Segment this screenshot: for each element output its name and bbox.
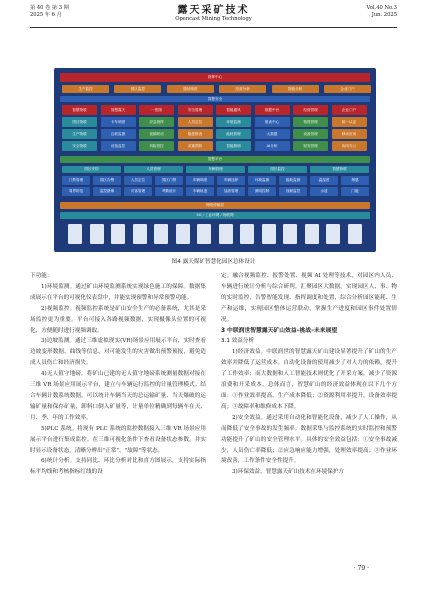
mid-module-7-2-label: 物资管理 bbox=[303, 119, 318, 124]
device-icon bbox=[305, 224, 319, 244]
volume-issue: 第 40 卷 第 3 期 bbox=[30, 5, 69, 11]
mid-module-5-2-label: 环境监测 bbox=[226, 119, 241, 124]
page-header bbox=[30, 5, 397, 28]
subsection-heading: 3.1 效益分析 bbox=[221, 338, 255, 345]
architecture-figure bbox=[54, 68, 376, 252]
platform-group-3-label: 车辆管理 bbox=[208, 167, 223, 171]
device-icon bbox=[262, 224, 276, 244]
paragraph: 2)视频监控。视频监控系统是矿山安全生产的必备系统，尤其是采场监控更为重要。平台可接入各路视频数据，实现摄像头位置的可视化，方便随时进行视频调取。 bbox=[30, 305, 206, 334]
mid-module-5-4-label: 智能照明 bbox=[226, 143, 241, 148]
app-module-3-label: 通信调度 bbox=[183, 86, 198, 91]
mid-module-6-4-label: AI分析 bbox=[266, 143, 278, 148]
right-column bbox=[221, 271, 397, 478]
device-icon bbox=[90, 224, 104, 244]
journal-title-block bbox=[30, 5, 397, 23]
platform-item-1-2-label: 园区告警 bbox=[99, 178, 115, 182]
device-icon bbox=[240, 224, 254, 244]
platform-item-5-2-label: 烟感 bbox=[351, 178, 359, 182]
platform-item-1-3-label: 周界防范 bbox=[68, 189, 84, 193]
platform-item-5-3-label: 水浸 bbox=[320, 189, 328, 193]
mid-module-8-3-label: 移动应用 bbox=[341, 131, 357, 136]
device-icon bbox=[219, 224, 233, 244]
platform-item-5-1-label: 温湿度 bbox=[318, 178, 330, 182]
mid-module-7-4-label: 财务管理 bbox=[303, 143, 318, 148]
mid-module-6-3-label: 大数据 bbox=[266, 131, 278, 136]
platform-group-5-label: 智慧物联 bbox=[332, 167, 347, 171]
device-icon bbox=[326, 224, 340, 244]
command-center-bar-label: 指挥中心 bbox=[207, 75, 223, 79]
app-module-5-label: 智能分析 bbox=[287, 86, 303, 91]
paragraph: 下功能： bbox=[30, 273, 53, 279]
journal-title: 露天采矿技术 bbox=[177, 5, 250, 16]
mid-module-4-4-label: 双重预防 bbox=[187, 143, 203, 148]
paragraph: 6)统计分析。支持同比、环比分析对比和直方图展示，支持实际指标平均线和考核指标红线的设 bbox=[30, 458, 206, 476]
device-icon bbox=[111, 224, 125, 244]
mid-module-8-1-label: 企业门户 bbox=[341, 107, 357, 112]
mid-module-1-3-label: 生产物联 bbox=[72, 131, 87, 136]
mid-module-2-2-label: 卡车调度 bbox=[110, 119, 126, 124]
platform-bar-label: 智慧平台 bbox=[207, 157, 223, 161]
mid-module-3-4-label: 风险管控 bbox=[149, 143, 164, 148]
mid-module-3-3-label: 视频联动 bbox=[149, 131, 164, 136]
app-module-1-label: 生产监控 bbox=[78, 86, 93, 91]
mid-module-4-2-label: 人员定位 bbox=[187, 119, 203, 124]
issue-date: 2025 年 6 月 bbox=[30, 12, 62, 18]
platform-item-2-4-label: 考勤统计 bbox=[161, 189, 177, 193]
section-heading: 3 中联润世智慧露天矿山效益–挑战–未来展望 bbox=[221, 327, 338, 334]
app-module-6-label: 企业门户 bbox=[340, 86, 355, 91]
platform-item-4-2-label: 能耗监测 bbox=[285, 178, 301, 182]
mid-module-1-2-label: 园区物联 bbox=[72, 119, 87, 124]
device-icon bbox=[197, 224, 211, 244]
paragraph: 1)环境监测。通过矿山环境监测系统实现绿色施工的保障。数据集成展示在平台的可视化仪表盘中，并能实现预警和异常预警功能。 bbox=[30, 283, 206, 301]
mid-module-3-1-label: 一张图 bbox=[151, 107, 162, 112]
mid-module-6-2-label: 报表中心 bbox=[264, 119, 280, 124]
platform-group-1-label: 园区安防 bbox=[84, 167, 99, 171]
device-icon bbox=[133, 224, 147, 244]
platform-item-2-3-label: 访客管理 bbox=[130, 189, 146, 193]
paragraph: 5)PLC 系统。将现有 PLC 系统的监控数据接入三维 VR 场景应用展示平台进行集成监控。在三维可视化条件下查看设备状态参数，并实时显示设备状态，清晰分辨出"正常"、"故障"等状态。 bbox=[30, 425, 206, 454]
mid-module-7-1-label: 经营管理 bbox=[303, 107, 318, 112]
mid-module-7-3-label: 设备管理 bbox=[303, 131, 318, 136]
mid-module-8-2-label: 统一认证 bbox=[341, 119, 357, 124]
paragraph: 4)无人值守地磅。将矿山已建的无人值守地磅系统测量数据对接在三维 VR 场景应用展示平台，建立与车辆运行监控的计量管理模式。结合车辆计数系统数据，可以统计车辆当天的总运输矿量、当天爆破的运输矿量和保存矿量，卸料口倒入矿量等，计量单位精确到每辆车在天、月、季、年的工作效率。 bbox=[30, 371, 206, 421]
paragraph: 3)环保效益。智慧露天矿山技术在环境保护方 bbox=[232, 469, 345, 476]
network-layer-sub-label: 5G / 工业环网 / 物联网 bbox=[196, 213, 234, 217]
platform-item-2-1-label: 人员定位 bbox=[130, 178, 146, 182]
platform-item-5-4-label: 门磁 bbox=[351, 189, 359, 193]
platform-item-3-4-label: 加油管理 bbox=[223, 189, 239, 193]
paragraph: 3)边坡监测。通过三维虚拟现实(VR)场景应用展示平台，实时查看边坡变形数据、曲线等信息，对可能发生的灾害做出预警预报，避免造成人员伤亡和经济损失。 bbox=[30, 338, 206, 367]
platform-item-2-2-label: 园区门禁 bbox=[161, 178, 177, 182]
mid-module-4-3-label: 隐患排查 bbox=[187, 131, 203, 136]
mid-module-8-4-label: 协同办公 bbox=[341, 143, 357, 148]
app-module-4-label: 经营分析 bbox=[235, 86, 250, 91]
paragraph: 定。融合视频监控、报警处置、视频 AI 处理等技术，对园区内人员、车辆进行统计分析与综合研判。汇聚园区大数据，实现园区人、事、物的实时监控，告警智能发现、指挥调度和处置，综合分析园区能耗、生产和运维，实现园区整体运营联动，掌握生产进度和园区事件处置情况。 bbox=[221, 273, 397, 323]
mid-module-4-1-label: 安全管理 bbox=[187, 107, 203, 112]
platform-item-3-2-label: 车辆违停 bbox=[223, 178, 239, 182]
platform-item-4-1-label: 环境监测 bbox=[254, 178, 270, 182]
mid-layer-title-label: 智慧安全 bbox=[207, 96, 223, 101]
app-module-2-label: 园区监控 bbox=[130, 86, 146, 91]
mid-module-1-1-label: 智慧物联 bbox=[72, 107, 87, 112]
device-icon bbox=[348, 224, 362, 244]
platform-group-2-label: 人员管理 bbox=[146, 167, 161, 171]
mid-module-2-1-label: 智慧露天 bbox=[110, 107, 126, 112]
platform-item-1-4-label: 监控摄像 bbox=[99, 189, 115, 193]
platform-item-4-4-label: 视频监控 bbox=[285, 189, 301, 193]
journal-issue-en bbox=[367, 5, 397, 19]
platform-item-3-3-label: 车辆轨迹 bbox=[192, 189, 208, 193]
platform-item-3-1-label: 车辆调度 bbox=[192, 178, 208, 182]
paragraph: 2)安全效益。通过采用自动化和智能化设备，减少了人工操作，从而降低了安全事故的发生频率。数据采集与监控系统的实时监控和预警功能提升了矿山的安全管理水平。具体的安全效益包括：①安全事故减少，人员伤亡率降低；②应急响应能力增强，处理效率提高；③作业环境改善，工作条件安全性提升。 bbox=[221, 414, 397, 465]
journal-title-en: Opencast Mining Technology bbox=[175, 16, 252, 22]
network-layer-bar-label: 网络传输层 bbox=[206, 203, 224, 207]
platform-item-4-3-label: 照明控制 bbox=[254, 189, 270, 193]
page-number: · 79 · bbox=[353, 565, 369, 572]
device-icon bbox=[68, 224, 82, 244]
platform-group-4-label: 园区监控 bbox=[270, 167, 285, 171]
mid-module-5-3-label: 能耗管理 bbox=[226, 131, 241, 136]
mid-module-6-1-label: 数据中台 bbox=[264, 107, 280, 112]
mid-module-5-1-label: 智能通风 bbox=[226, 107, 241, 112]
mid-module-2-3-label: 边坡监测 bbox=[110, 131, 126, 136]
left-column bbox=[30, 271, 206, 478]
mid-module-3-2-label: 应急指挥 bbox=[149, 119, 164, 124]
mid-module-2-4-label: 设备监控 bbox=[110, 143, 126, 148]
mid-module-1-4-label: 安全物联 bbox=[72, 143, 87, 148]
device-icon bbox=[154, 224, 168, 244]
device-icon bbox=[176, 224, 190, 244]
issue-date-en: Jun. 2025 bbox=[371, 12, 397, 18]
volume-issue-en: Vol.40 No.3 bbox=[366, 5, 397, 11]
platform-item-1-1-label: 门禁管理 bbox=[68, 178, 84, 182]
paragraph: 1)经济效益。中联润世的智慧露天矿山建设显著提升了矿山的生产效率并降低了运营成本。自动化设备的使用减少了对人力的依赖，提升了工作效率；而大数据和人工智能技术则优化了开采方案，减少了资源浪费和开采成本。总体而言，智慧矿山的经济效益体现在以下几个方面：①作业效率提高，生产成本降低；②资源利用率提升，设备效率提高；③故障率和维修成本下降。 bbox=[221, 349, 397, 410]
figure-caption: 图4 露天煤矿智慧化园区总体设计 bbox=[171, 259, 256, 265]
device-icon bbox=[283, 224, 297, 244]
